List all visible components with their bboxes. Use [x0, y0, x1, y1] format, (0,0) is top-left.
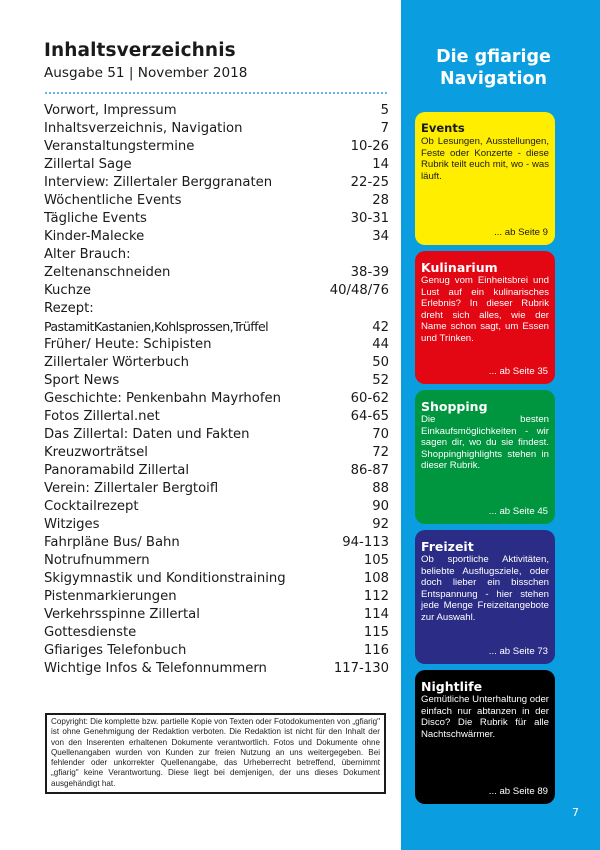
nav-card-text: Ob sportliche Aktivitäten, beliebte Ausflugsziele, oder doch lieber ein bisschen Entspannung - hier stehen jede Menge Freizeitangebote zur Auswahl. [421, 554, 549, 623]
toc-item-title: Gottesdienste [44, 625, 137, 640]
toc-item[interactable] [44, 228, 389, 246]
toc-item-page: 72 [372, 445, 389, 460]
toc-item-title: Alter Brauch: [44, 247, 131, 262]
toc-item-title: Tägliche Events [44, 211, 147, 226]
toc-item-page: 115 [363, 625, 389, 640]
toc-item[interactable] [44, 318, 389, 336]
toc-item[interactable] [44, 498, 389, 516]
toc-item-title: Zillertal Sage [44, 157, 132, 172]
nav-card-text: Ob Lesungen, Ausstellungen, Feste oder Konzerte - diese Rubrik teilt euch mit, wo - was läuft. [421, 136, 549, 182]
toc-item-title: Pistenmarkierungen [44, 589, 177, 604]
toc-item-page: 42 [372, 320, 389, 335]
nav-card-title: Freizeit [421, 539, 474, 554]
toc-item[interactable] [44, 390, 389, 408]
nav-card-freizeit[interactable] [415, 530, 555, 664]
toc-item-title: Skigymnastik und Konditionstraining [44, 571, 286, 586]
toc-item[interactable] [44, 156, 389, 174]
toc-item-title: Das Zillertal: Daten und Fakten [44, 427, 250, 442]
copyright-notice: Copyright: Die komplette bzw. partielle Kopie von Texten oder Fotodokumenten von „gfiarig" ist ohne Genehmigung der Redaktion verboten. Die Redaktion ist nicht für den Inhalt der von den Inserenten erhaltenen Dokumente verantwortlich. Fotos und Dokumente ohne Quellenangaben wurden von Kunden zur freien Nutzung an uns weitergegeben. Bei fehlender oder unkorrekter Quellenangabe, das Urheberrecht betreffend, übernimmt „gfiarig" keine Verantwortung. Diese liegt bei demjenigen, der uns dieses Dokument ausgehändigt hat. [45, 713, 386, 794]
toc-item-page: 10-26 [350, 139, 389, 154]
toc-item-page: 28 [372, 193, 389, 208]
toc-item-title: Kuchze [44, 283, 91, 298]
toc-item-page: 14 [372, 157, 389, 172]
toc-item-page: 117-130 [333, 661, 389, 676]
navigation-title-line2: Navigation [439, 69, 548, 89]
toc-item-title: Panoramabild Zillertal [44, 463, 190, 478]
toc-item-page: 112 [363, 589, 389, 604]
toc-item[interactable] [44, 642, 389, 660]
toc-item[interactable] [44, 120, 389, 138]
toc-item-page: 5 [380, 103, 389, 118]
toc-list [44, 102, 389, 678]
page-number: 7 [572, 806, 579, 819]
nav-card-nightlife[interactable] [415, 670, 555, 804]
toc-item[interactable] [44, 552, 389, 570]
toc-item-title: Zillertaler Wörterbuch [44, 355, 190, 370]
nav-card-text: Die besten Einkaufsmöglichkeiten - wir sagen dir, wo du sie findest. Shoppinghighlights stehen in dieser Rubrik. [421, 414, 549, 472]
nav-card-text: Gemütliche Unterhaltung oder einfach nur abtanzen in der Disco? Die Rubrik für alle Nachtschwärmer. [421, 694, 549, 740]
toc-item-page: 40/48/76 [329, 283, 389, 298]
nav-card-page: ... ab Seite 9 [494, 227, 548, 238]
navigation-panel [401, 0, 600, 850]
toc-item-page: 44 [372, 337, 389, 352]
toc-item-title: Wöchentliche Events [44, 193, 182, 208]
navigation-title [401, 46, 586, 90]
toc-item-page: 114 [363, 607, 389, 622]
toc-item-title: Wichtige Infos & Telefonnummern [44, 661, 267, 676]
toc-item-page: 108 [363, 571, 389, 586]
toc-item-title: Verein: Zillertaler Bergtoifl [44, 481, 219, 496]
toc-item-page: 22-25 [350, 175, 389, 190]
toc-item[interactable] [44, 210, 389, 228]
toc-item-page: 60-62 [350, 391, 389, 406]
toc-item-page: 90 [372, 499, 389, 514]
toc-item[interactable] [44, 444, 389, 462]
toc-item[interactable] [44, 408, 389, 426]
toc-item-page: 92 [372, 517, 389, 532]
toc-item-title: Inhaltsverzeichnis, Navigation [44, 121, 243, 136]
nav-card-page: ... ab Seite 35 [488, 366, 548, 377]
toc-item-page: 50 [372, 355, 389, 370]
toc-item[interactable] [44, 462, 389, 480]
nav-card-title: Kulinarium [421, 260, 498, 275]
toc-item-page: 52 [372, 373, 389, 388]
toc-item[interactable] [44, 264, 389, 282]
toc-item-title: Geschichte: Penkenbahn Mayrhofen [44, 391, 281, 406]
toc-item-title: Früher/ Heute: Schipisten [44, 337, 212, 352]
toc-item-page: 105 [363, 553, 389, 568]
toc-item[interactable] [44, 336, 389, 354]
toc-item-title: PastamitKastanien,Kohlsprossen,Trüffel [44, 319, 269, 334]
toc-item-title: Fahrpläne Bus/ Bahn [44, 535, 180, 550]
toc-item-page: 34 [372, 229, 389, 244]
nav-card-title: Shopping [421, 399, 488, 414]
toc-item-title: Interview: Zillertaler Berggranaten [44, 175, 273, 190]
toc-item[interactable] [44, 516, 389, 534]
page-title: Inhaltsverzeichnis [44, 40, 236, 61]
toc-item[interactable] [44, 624, 389, 642]
toc-item[interactable] [44, 174, 389, 192]
toc-item[interactable] [44, 426, 389, 444]
toc-item[interactable] [44, 534, 389, 552]
toc-item-title: Gfiariges Telefonbuch [44, 643, 187, 658]
nav-card-text: Genug vom Einheitsbrei und Lust auf ein kulinarisches Erlebnis? In dieser Rubrik dreht sich alles, wie der Name schon sagt, um Essen und Trinken. [421, 275, 549, 344]
toc-item[interactable] [44, 570, 389, 588]
nav-card-kulinarium[interactable] [415, 251, 555, 384]
toc-item-page: 86-87 [350, 463, 389, 478]
navigation-title-line1: Die gfiarige [436, 47, 551, 67]
issue-subtitle: Ausgabe 51 | November 2018 [44, 65, 248, 81]
nav-card-shopping[interactable] [415, 390, 555, 524]
toc-item-title: Cocktailrezept [44, 499, 139, 514]
toc-item-title: Vorwort, Impressum [44, 103, 177, 118]
toc-item[interactable] [44, 588, 389, 606]
toc-item-title: Verkehrsspinne Zillertal [44, 607, 200, 622]
toc-item[interactable] [44, 192, 389, 210]
toc-item-title: Notrufnummern [44, 553, 150, 568]
toc-item-title: Zeltenanschneiden [44, 265, 171, 280]
toc-item-page: 88 [372, 481, 389, 496]
toc-item[interactable] [44, 354, 389, 372]
nav-card-title: Nightlife [421, 679, 483, 694]
toc-item[interactable] [44, 660, 389, 678]
toc-item-title: Sport News [44, 373, 120, 388]
dotted-divider [44, 92, 389, 94]
toc-item-title: Fotos Zillertal.net [44, 409, 160, 424]
toc-item[interactable] [44, 372, 389, 390]
toc-item[interactable] [44, 300, 389, 318]
toc-item[interactable] [44, 246, 389, 264]
toc-item-title: Veranstaltungstermine [44, 139, 195, 154]
toc-item-title: Kinder-Malecke [44, 229, 145, 244]
nav-card-page: ... ab Seite 89 [488, 786, 548, 797]
toc-item-page: 38-39 [350, 265, 389, 280]
toc-item-page: 64-65 [350, 409, 389, 424]
toc-item[interactable] [44, 102, 389, 120]
toc-item-page: 30-31 [350, 211, 389, 226]
table-of-contents [44, 40, 389, 678]
nav-card-page: ... ab Seite 73 [488, 646, 548, 657]
toc-item[interactable] [44, 606, 389, 624]
toc-item[interactable] [44, 138, 389, 156]
nav-card-events[interactable] [415, 112, 555, 245]
toc-item[interactable] [44, 282, 389, 300]
toc-item-page: 7 [380, 121, 389, 136]
toc-item-title: Witziges [44, 517, 100, 532]
nav-card-page: ... ab Seite 45 [488, 506, 548, 517]
toc-item-title: Rezept: [44, 301, 94, 316]
nav-card-title: Events [421, 121, 465, 135]
toc-item[interactable] [44, 480, 389, 498]
toc-item-page: 70 [372, 427, 389, 442]
toc-item-page: 94-113 [342, 535, 389, 550]
toc-item-page: 116 [363, 643, 389, 658]
toc-item-title: Kreuzworträtsel [44, 445, 148, 460]
